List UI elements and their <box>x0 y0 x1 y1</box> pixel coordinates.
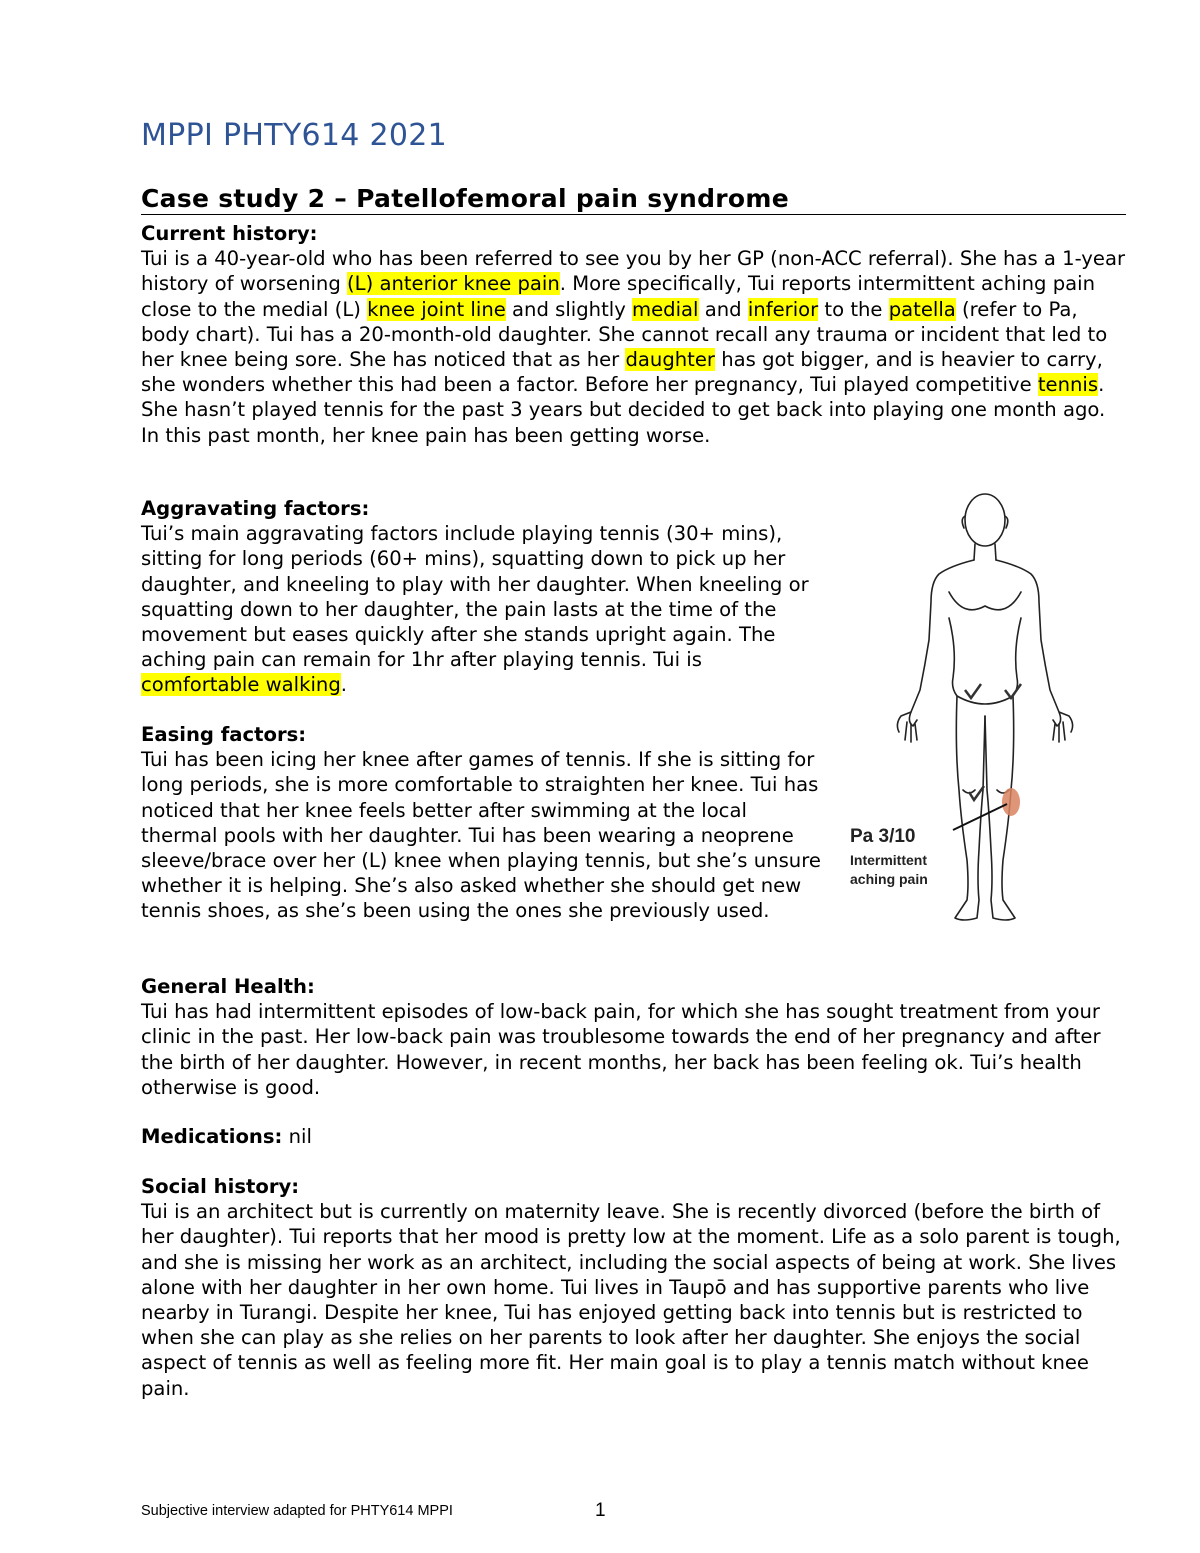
current-history-text <box>141 246 1126 448</box>
text-run: . <box>340 673 347 697</box>
text-run: has got bigger, and is heavier to carry, she wonders whether this had been a factor. Before her pregnancy, Tui played competitive <box>141 348 1103 397</box>
highlight-inferior: inferior <box>747 297 819 321</box>
general-health-section <box>141 974 1126 1100</box>
medications-section <box>141 1124 1126 1149</box>
hand-right <box>1053 712 1073 742</box>
highlight-patella: patella <box>888 297 956 321</box>
text-run: Tui’s main aggravating factors include playing tennis (30+ mins), sitting for long periods (60+ mins), squatting down to pick up her daughter, and kneeling to play with her daughter. When kneeling or squatting down to her daughter, the pain lasts at the time of the movement but eases quickly after she stands upright again. The aching pain can remain for 1hr after playing tennis. Tui is <box>141 522 809 672</box>
pain-area-label: Pa 3/10 <box>850 826 916 847</box>
highlight-daughter: daughter <box>625 348 715 372</box>
pain-area-description: Intermittent aching pain <box>850 852 928 887</box>
social-history-heading: Social history: <box>141 1175 300 1198</box>
medications-heading: Medications: <box>141 1125 283 1148</box>
general-health-heading: General Health: <box>141 975 315 998</box>
text-run: Tui is a 40-year-old who has been referred to see you by her GP (non-ACC referral). She has a 1-year history of worsening <box>141 247 1126 296</box>
hand-left <box>897 712 917 742</box>
chest-outline <box>949 592 1021 610</box>
text-run: and <box>698 297 748 321</box>
medications-text: nil <box>282 1125 312 1148</box>
highlight-comfortable-walking: comfortable walking <box>141 673 341 697</box>
page-footer: Subjective interview adapted for PHTY614 MPPI <box>141 1503 453 1519</box>
easing-factors-text: Tui has been icing her knee after games of tennis. If she is sitting for long periods, she is more comfortable to straighten her knee. Tui has noticed that her knee feels better after swimming at the local thermal pools with her daughter. Tui has been wearing a neoprene sleeve/brace over her (L) knee when playing tennis, but she’s unsure whether it is helping. She’s also asked whether she should get new tennis shoes, as she’s been using the ones she previously used. <box>141 748 821 923</box>
aggravating-factors-text <box>141 521 821 697</box>
easing-factors-heading: Easing factors: <box>141 723 307 746</box>
text-run: . More specifically, Tui reports intermittent aching pain close to the medial (L) <box>141 272 1096 321</box>
page-number: 1 <box>595 1500 606 1521</box>
torso-outline <box>909 560 1060 726</box>
checkmark-lumbar-right <box>1005 684 1021 698</box>
highlight-medial: medial <box>632 297 699 321</box>
text-run: . She hasn’t played tennis for the past 3 years but decided to get back into playing one month ago. In this past month, her knee pain has been getting worse. <box>141 373 1106 447</box>
checkmark-lumbar-left <box>965 684 981 698</box>
current-history-heading: Current history: <box>141 222 318 245</box>
easing-factors-section <box>141 722 821 924</box>
current-history-section <box>141 221 1126 448</box>
social-history-text: Tui is an architect but is currently on maternity leave. She is recently divorced (before the birth of her daughter). Tui reports that her mood is pretty low at the moment. Life as a solo parent is tough, and she is missing her work as an architect, including the social aspects of being at work. She lives alone with her daughter in her own home. Tui lives in Taupō and has supportive parents who live nearby in Turangi. Despite her knee, Tui has enjoyed getting back into tennis but is restricted to when she can play as she relies on her parents to look after her daughter. She enjoys the social aspect of tennis as well as feeling more fit. Her main goal is to play a tennis match without knee pain. <box>141 1200 1121 1400</box>
text-run: (refer to Pa, body chart). Tui has a 20-month-old daughter. She cannot recall any trauma or incident that led to her knee being sore. She has noticed that as her <box>141 297 1108 372</box>
pelvis-line <box>957 696 1013 704</box>
highlight-knee-joint-line: knee joint line <box>367 297 506 321</box>
highlight-anterior-knee-pain: (L) anterior knee pain <box>347 272 560 296</box>
aggravating-factors-section <box>141 496 821 698</box>
pain-area-marker <box>1002 788 1020 816</box>
leg-left <box>955 696 985 920</box>
document-title: MPPI PHTY614 2021 <box>141 118 447 153</box>
highlight-tennis: tennis <box>1037 373 1099 397</box>
head-outline <box>965 494 1005 546</box>
case-study-title: Case study 2 – Patellofemoral pain syndrome <box>141 184 1126 215</box>
waist-left <box>949 618 957 696</box>
text-run: to the <box>818 297 889 321</box>
general-health-text: Tui has had intermittent episodes of low-back pain, for which she has sought treatment from your clinic in the past. Her low-back pain was troublesome towards the end of her pregnancy and after the birth of her daughter. However, in recent months, her back has been feeling ok. Tui’s health otherwise is good. <box>141 1000 1101 1099</box>
aggravating-factors-heading: Aggravating factors: <box>141 497 370 520</box>
text-run: and slightly <box>505 297 633 321</box>
medications-line <box>141 1124 1126 1149</box>
social-history-section <box>141 1174 1126 1401</box>
